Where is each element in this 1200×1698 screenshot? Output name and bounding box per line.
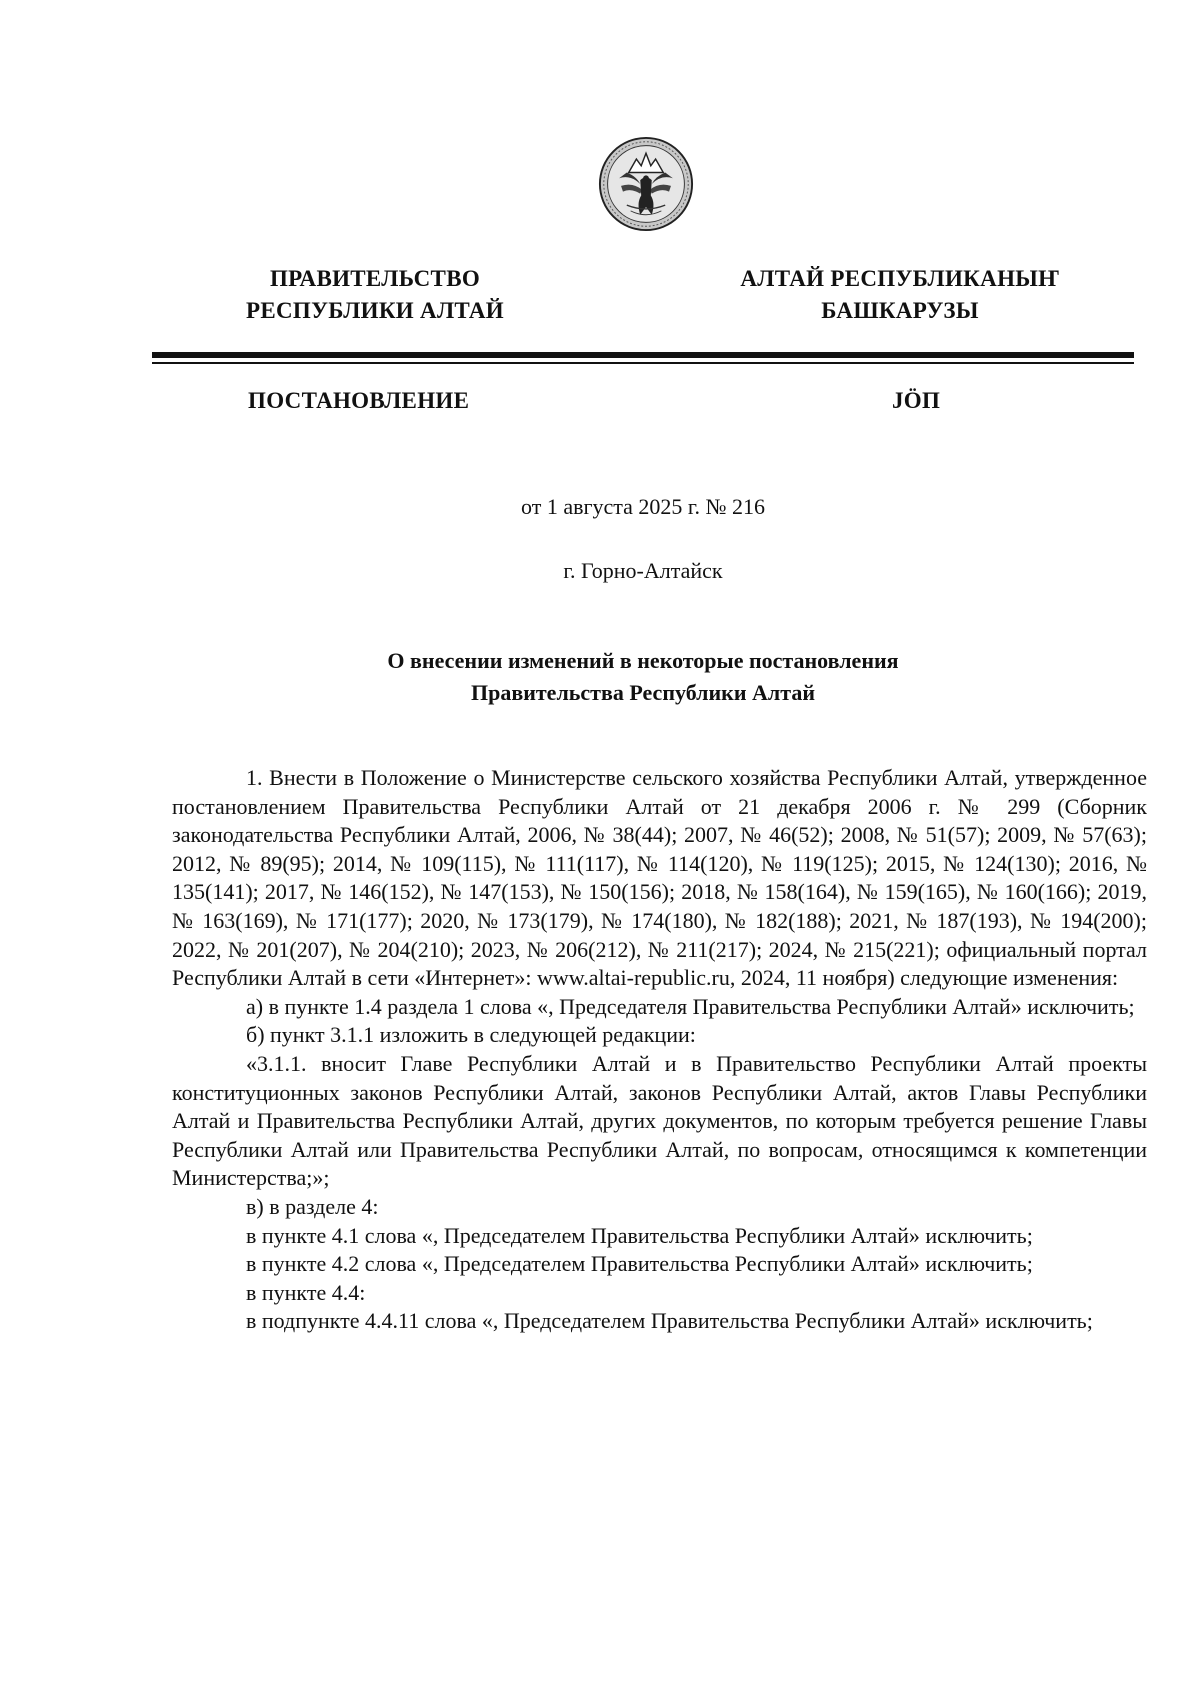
- coat-of-arms-emblem: [598, 136, 694, 232]
- header-right-line2: БАШКАРУЗЫ: [821, 298, 979, 323]
- paragraph-point-4-1: в пункте 4.1 слова «, Председателем Правительства Республики Алтай» исключить;: [246, 1222, 1033, 1248]
- document-body: [172, 764, 1147, 1336]
- date-line: от 1 августа 2025 г. № 216: [521, 494, 765, 519]
- paragraph-subitem-v: в) в разделе 4:: [246, 1193, 379, 1219]
- doc-type-russian: ПОСТАНОВЛЕНИЕ: [248, 388, 470, 413]
- doc-type-altai: ЈӦП: [892, 388, 941, 413]
- header-right-line1: АЛТАЙ РЕСПУБЛИКАНЫҤ: [740, 266, 1060, 291]
- header-left-line2: РЕСПУБЛИКИ АЛТАЙ: [246, 298, 504, 323]
- header-left: [200, 263, 550, 327]
- city-line: г. Горно-Алтайск: [563, 558, 723, 583]
- header-left-line1: ПРАВИТЕЛЬСТВО: [269, 266, 481, 291]
- document-title-line1: О внесении изменений в некоторые постановления: [387, 648, 899, 673]
- paragraph-point-4-4: в пункте 4.4:: [246, 1279, 366, 1305]
- paragraph-subitem-b: б) пункт 3.1.1 изложить в следующей редакции:: [246, 1022, 696, 1048]
- paragraph-item-1: 1. Внести в Положение о Министерстве сельского хозяйства Республики Алтай, утвержденное постановлением Правительства Республики Алтай от 21 декабря 2006 г. № 299 (Сборник законодательства Республики Алтай, 2006, № 38(44); 2007, № 46(52); 2008, № 51(57); 2009, № 57(63); 2012, № 89(95); 2014, № 109(115), № 111(117), № 114(120), № 119(125); 2015, № 124(130); 2016, № 135(141); 2017, № 146(152), № 147(153), № 150(156); 2018, № 158(164), № 159(165), № 160(166); 2019, № 163(169), № 171(177); 2020, № 173(179), № 174(180), № 182(188); 2021, № 187(193), № 194(200); 2022, № 201(207), № 204(210); 2023, № 206(212), № 211(217); 2024, № 215(221); официальный портал Республики Алтай в сети «Интернет»: www.altai-republic.ru, 2024, 11 ноября) следующие изменения:: [172, 765, 1147, 991]
- header-divider-thick: [152, 352, 1134, 358]
- paragraph-subpoint-4-4-11: в подпункте 4.4.11 слова «, Председателем Правительства Республики Алтай» исключить;: [246, 1308, 1093, 1334]
- paragraph-point-4-2: в пункте 4.2 слова «, Председателем Правительства Республики Алтай» исключить;: [246, 1251, 1033, 1277]
- paragraph-quote-3-1-1: «3.1.1. вносит Главе Республики Алтай и в Правительство Республики Алтай проекты конституционных законов Республики Алтай, законов Республики Алтай, актов Главы Республики Алтай и Правительства Республики Алтай, других документов, по которым требуется решение Главы Республики Алтай или Правительства Республики Алтай, по вопросам, относящимся к компетенции Министерства;»;: [172, 1050, 1147, 1191]
- paragraph-subitem-a: а) в пункте 1.4 раздела 1 слова «, Председателя Правительства Республики Алтай» исключить;: [246, 993, 1135, 1019]
- document-title: [152, 645, 1134, 709]
- document-title-line2: Правительства Республики Алтай: [470, 680, 816, 705]
- header-right: [720, 263, 1080, 327]
- header-divider-thin: [152, 362, 1134, 364]
